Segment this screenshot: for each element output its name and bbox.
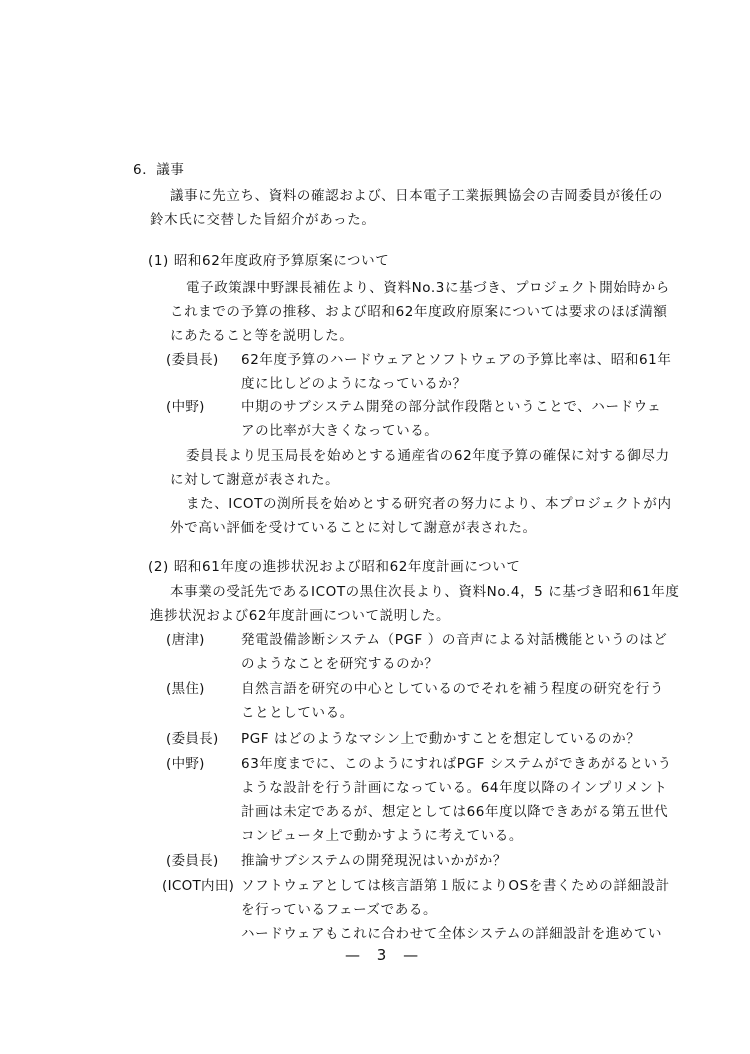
dialogue-line: 62年度予算のハードウェアとソフトウェアの予算比率は、昭和61年: [241, 352, 672, 368]
speaker-label: (中野): [166, 399, 205, 415]
dialogue-line: アの比率が大きくなっている。: [241, 423, 439, 439]
item1-closing2-line-2: 外で高い評価を受けていることに対して謝意が表された。: [170, 520, 537, 536]
item1-para-line-3: にあたること等を説明した。: [170, 328, 354, 344]
dialogue-line: を行っているフェーズである。: [241, 902, 438, 918]
speaker-label: (唐津): [166, 632, 205, 648]
speaker-label: (委員長): [166, 853, 219, 869]
dialogue-line: 発電設備診断システム（PGF ）の音声による対話機能というのはど: [241, 632, 668, 648]
dialogue-line: のようなことを研究するのか？: [241, 656, 439, 672]
item2-para-line-1: 本事業の受託先であるICOTの黒住次長より、資料No.4，5 に基づき昭和61年度: [170, 584, 680, 600]
speaker-label: (委員長): [166, 352, 219, 368]
dialogue-line: こととしている。: [241, 705, 354, 721]
item1-closing1-line-2: に対して謝意が表された。: [170, 472, 340, 488]
speaker-label: (委員長): [166, 731, 219, 747]
speaker-label: (黒住): [166, 681, 205, 697]
item1-closing2-line-1: また、ICOTの渕所長を始めとする研究者の努力により、本プロジェクトが内: [186, 496, 672, 512]
item1-para-line-1: 電子政策課中野課長補佐より、資料No.3に基づき、プロジェクト開始時から: [186, 280, 670, 296]
dialogue-line: コンピュータ上で動かすように考えている。: [241, 828, 523, 844]
dialogue-line: 計画は未定であるが、想定としては66年度以降できあがる第五世代: [241, 804, 669, 820]
dialogue-line: 自然言語を研究の中心としているのでそれを補う程度の研究を行う: [241, 681, 664, 697]
dialogue-line: PGF はどのようなマシン上で動かすことを想定しているのか？: [241, 731, 641, 747]
item2-para-line-2: 進捗状況および62年度計画について説明した。: [150, 608, 451, 624]
intro-line-2: 鈴木氏に交替した旨紹介があった。: [150, 212, 376, 228]
page-number: — 3 —: [345, 946, 425, 964]
item1-closing1-line-1: 委員長より児玉局長を始めとする通産省の62年度予算の確保に対する御尽力: [186, 448, 670, 464]
item1-para-line-2: これまでの予算の推移、および昭和62年度政府原案については要求のほぼ満額: [170, 304, 668, 320]
dialogue-line: 63年度までに、このようにすればPGF システムができあがるという: [241, 756, 672, 772]
dialogue-line: ハードウェアもこれに合わせて全体システムの詳細設計を進めてい: [241, 926, 663, 942]
speaker-label: (ICOT内田): [162, 878, 235, 894]
section-heading: 6．議事: [133, 162, 185, 178]
dialogue-line: 推論サブシステムの開発現況はいかがか？: [241, 853, 508, 869]
item1-heading: (1) 昭和62年度政府予算原案について: [148, 253, 390, 269]
dialogue-line: 中期のサブシステム開発の部分試作段階ということで、ハードウェ: [241, 399, 662, 415]
item2-heading: (2) 昭和61年度の進捗状況および昭和62年度計画について: [148, 559, 521, 575]
dialogue-line: ソフトウェアとしては核言語第１版によりOSを書くための詳細設計: [241, 878, 670, 894]
intro-line-1: 議事に先立ち、資料の確認および、日本電子工業振興協会の吉岡委員が後任の: [170, 188, 663, 204]
speaker-label: (中野): [166, 756, 205, 772]
dialogue-line: ような設計を行う計画になっている。64年度以降のインプリメント: [241, 780, 668, 796]
dialogue-line: 度に比しどのようになっているか？: [241, 376, 467, 392]
